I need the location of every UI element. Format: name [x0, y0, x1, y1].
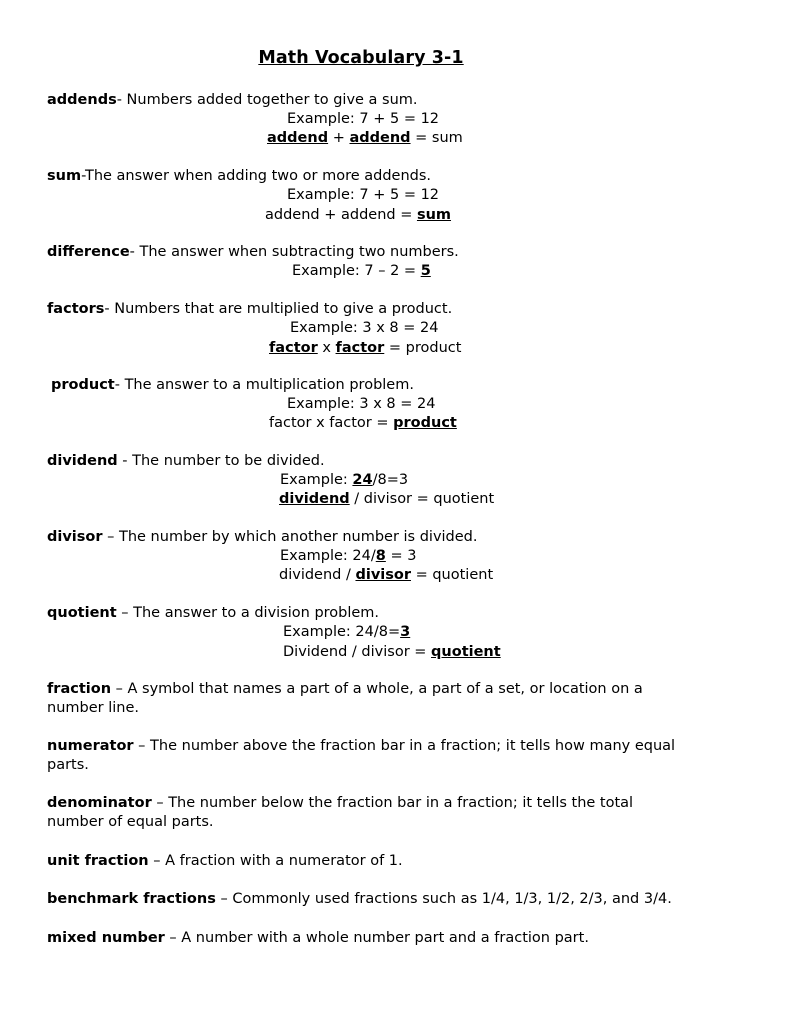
- term: numerator: [47, 738, 134, 754]
- example: [280, 471, 408, 490]
- entry-difference: [47, 243, 459, 262]
- entry-dividend: [47, 452, 325, 471]
- formula-text: addend + addend =: [265, 207, 417, 223]
- example: [292, 262, 431, 281]
- definition: - Numbers that are multiplied to give a product.: [104, 301, 453, 317]
- example-text: Example: 24/8=: [283, 624, 401, 640]
- example-text: = 3: [385, 548, 417, 564]
- term: quotient: [47, 605, 117, 621]
- formula: [267, 129, 463, 148]
- entry-product: [51, 376, 414, 395]
- formula: [265, 206, 451, 225]
- example-highlight: 24: [352, 472, 373, 488]
- formula-text: / divisor = quotient: [349, 491, 495, 507]
- entry-sum: [47, 167, 431, 186]
- formula-highlight: product: [393, 415, 457, 431]
- formula-text: +: [328, 130, 350, 146]
- entry-factors: [47, 300, 452, 319]
- page-title: Math Vocabulary 3-1: [258, 48, 464, 68]
- term: addends: [47, 92, 117, 108]
- formula: [283, 643, 501, 662]
- example: Example: 7 + 5 = 12: [287, 187, 440, 203]
- term: product: [51, 377, 115, 393]
- formula-text: = quotient: [410, 567, 494, 583]
- definition: -The answer when adding two or more addends.: [81, 168, 432, 184]
- formula: [279, 566, 493, 585]
- entry-addends: [47, 91, 418, 110]
- example: Example: 3 x 8 = 24: [287, 396, 436, 412]
- example-text: Example:: [280, 472, 353, 488]
- formula-highlight: quotient: [431, 644, 501, 660]
- term: denominator: [47, 795, 152, 811]
- example-text: Example: 7 – 2 =: [292, 263, 421, 279]
- entry-benchmark-fractions: [47, 890, 672, 909]
- definition: – The number below the fraction bar in a fraction; it tells the total number of equal parts.: [47, 795, 634, 830]
- definition: - The number to be divided.: [117, 453, 325, 469]
- formula-text: = product: [384, 340, 462, 356]
- term: mixed number: [47, 930, 165, 946]
- example: Example: 3 x 8 = 24: [290, 320, 439, 336]
- formula-text: = sum: [410, 130, 463, 146]
- formula-text: x: [317, 340, 336, 356]
- example-text: Example: 24/: [280, 548, 376, 564]
- definition: - The answer to a multiplication problem.: [114, 377, 414, 393]
- entry-unit-fraction: [47, 852, 403, 871]
- term: dividend: [47, 453, 118, 469]
- formula-highlight: factor: [335, 340, 385, 356]
- definition: – A fraction with a numerator of 1.: [148, 853, 403, 869]
- example: [283, 623, 410, 642]
- formula-highlight: dividend: [279, 491, 350, 507]
- formula-text: Dividend / divisor =: [283, 644, 432, 660]
- formula-highlight: divisor: [355, 567, 411, 583]
- formula-text: dividend /: [279, 567, 356, 583]
- example-highlight: 3: [400, 624, 411, 640]
- term: unit fraction: [47, 853, 149, 869]
- formula-text: factor x factor =: [269, 415, 394, 431]
- definition: – The number above the fraction bar in a fraction; it tells how many equal parts.: [47, 738, 676, 773]
- term: benchmark fractions: [47, 891, 216, 907]
- formula-highlight: addend: [267, 130, 329, 146]
- definition: – Commonly used fractions such as 1/4, 1/3, 1/2, 2/3, and 3/4.: [215, 891, 672, 907]
- definition: - Numbers added together to give a sum.: [116, 92, 418, 108]
- term: difference: [47, 244, 130, 260]
- entry-mixed-number: [47, 929, 589, 948]
- formula-highlight: addend: [349, 130, 411, 146]
- example: [280, 547, 416, 566]
- entry-divisor: [47, 528, 478, 547]
- entry-fraction: [47, 680, 697, 718]
- formula: [279, 490, 494, 509]
- term: sum: [47, 168, 82, 184]
- definition: – The number by which another number is divided.: [102, 529, 478, 545]
- definition: – The answer to a division problem.: [116, 605, 380, 621]
- definition: – A number with a whole number part and a fraction part.: [164, 930, 589, 946]
- formula: [269, 339, 461, 358]
- entry-denominator: [47, 794, 647, 832]
- formula-highlight: factor: [269, 340, 318, 356]
- definition: – A symbol that names a part of a whole, a part of a set, or location on a number line.: [47, 681, 643, 716]
- entry-numerator: [47, 737, 697, 775]
- term: fraction: [47, 681, 112, 697]
- formula: [269, 414, 457, 433]
- definition: - The answer when subtracting two numbers.: [129, 244, 459, 260]
- term: factors: [47, 301, 105, 317]
- example-highlight: 5: [420, 263, 431, 279]
- example: Example: 7 + 5 = 12: [287, 111, 440, 127]
- term: divisor: [47, 529, 103, 545]
- example-highlight: 8: [375, 548, 386, 564]
- example-text: /8=3: [372, 472, 409, 488]
- formula-highlight: sum: [416, 207, 452, 223]
- entry-quotient: [47, 604, 379, 623]
